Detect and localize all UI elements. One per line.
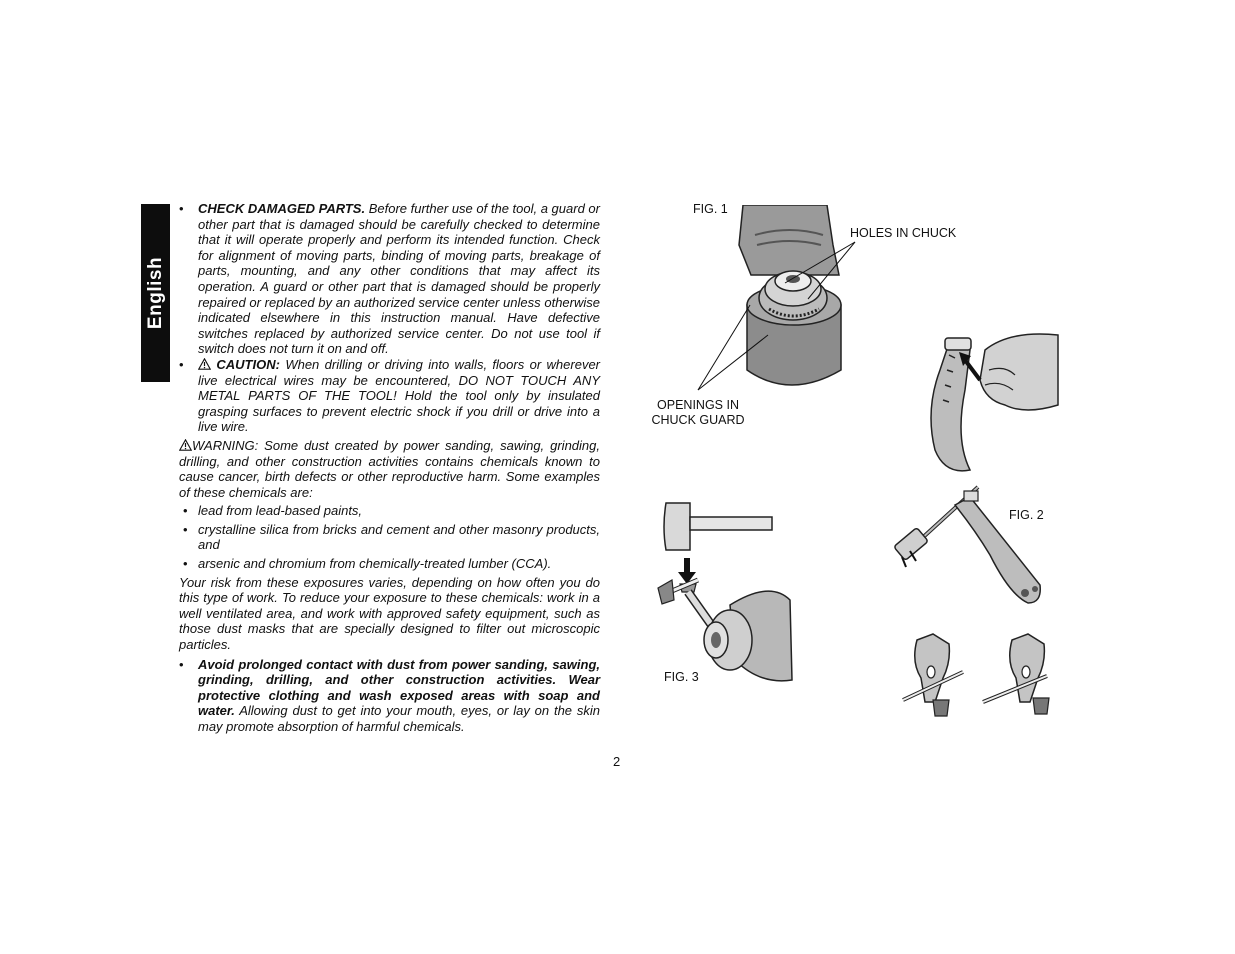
bullet: • — [179, 656, 184, 672]
fig1-openings-label — [651, 398, 745, 428]
chemical-text: crystalline silica from bricks and cement and other masonry products, and — [198, 521, 600, 553]
chemical-text: lead from lead-based paints, — [198, 503, 363, 519]
bullet: • — [179, 356, 184, 372]
fig3-hammer-chuck-illustration — [650, 500, 795, 685]
bullet: • — [179, 201, 184, 216]
item-heading: Avoid prolonged contact with dust from power sanding, sawing, grinding, drilling, and other construction activities. Wear protective clothing and wash exposed areas with soap and water. — [198, 656, 600, 719]
language-tab — [141, 204, 170, 382]
hand-key-holder-illustration — [925, 330, 1060, 478]
fig1-callout-lines — [690, 235, 900, 395]
fig3-label: FIG. 3 — [664, 670, 699, 684]
bullet: • — [183, 521, 188, 537]
warning-text: WARNING: Some dust created by power sanding, sawing, grinding, drilling, and other construction activities contains chemicals known to cause cancer, birth defects or other reproductive harm. Some examples of these chemicals are: — [179, 437, 600, 500]
warning-triangle-icon — [179, 439, 192, 451]
fig1-openings-line2: CHUCK GUARD — [651, 413, 745, 427]
chemical-item — [179, 522, 600, 553]
item-heading: CHECK DAMAGED PARTS. — [198, 201, 366, 216]
item-heading: CAUTION: — [216, 356, 280, 372]
chemical-text: arsenic and chromium from chemically-treated lumber (CCA). — [198, 556, 552, 572]
fig1-openings-line1: OPENINGS IN — [657, 398, 739, 412]
list-item-caution — [179, 357, 600, 435]
safety-text-column — [179, 201, 600, 735]
risk-paragraph: Your risk from these exposures varies, depending on how often you do this type of work. To reduce your exposure to these chemicals: work in a well ventilated area, and work with approved safety equipment, such as those dust masks that are specially designed to filter out microscopic particles. — [179, 574, 600, 653]
bullet: • — [183, 556, 188, 572]
chuck-keys-illustration — [897, 632, 1067, 722]
fig1-label: FIG. 1 — [693, 202, 728, 216]
list-item-avoid-dust — [179, 657, 600, 735]
chemical-item — [179, 503, 600, 519]
fig2-cord-key-holder-illustration — [890, 485, 1060, 610]
item-body: When drilling or driving into walls, floors or wherever live electrical wires may be encountered, DO NOT TOUCH ANY METAL PARTS OF THE TOOL! Hold the tool only by insulated grasping surfaces to prevent electric shock if you drill or drive into a live wire. — [198, 356, 601, 435]
chemical-item — [179, 556, 600, 572]
warning-paragraph — [179, 438, 600, 500]
language-tab-label: English — [144, 256, 166, 330]
fig2-label: FIG. 2 — [1009, 508, 1044, 522]
warning-triangle-icon — [198, 358, 211, 370]
bullet: • — [183, 503, 188, 519]
item-body: Before further use of the tool, a guard or other part that is damaged should be carefully checked to determine that it will operate properly and perform its intended function. Check for alignment of moving parts, binding of moving parts, breakage of parts, mounting, and any other conditions that may affect its operation. A guard or other part that is damaged should be properly repaired or replaced by an authorized service center unless otherwise indicated elsewhere in this instruction manual. Have defective switches replaced by authorized service center. Do not use tool if switch does not turn it on and off. — [198, 201, 600, 357]
fig1-holes-label: HOLES IN CHUCK — [850, 226, 957, 240]
item-body: Allowing dust to get into your mouth, eyes, or lay on the skin may promote absorption of harmful chemicals. — [198, 703, 600, 734]
list-item-check-damaged-parts — [179, 201, 600, 357]
page-number: 2 — [613, 754, 621, 769]
